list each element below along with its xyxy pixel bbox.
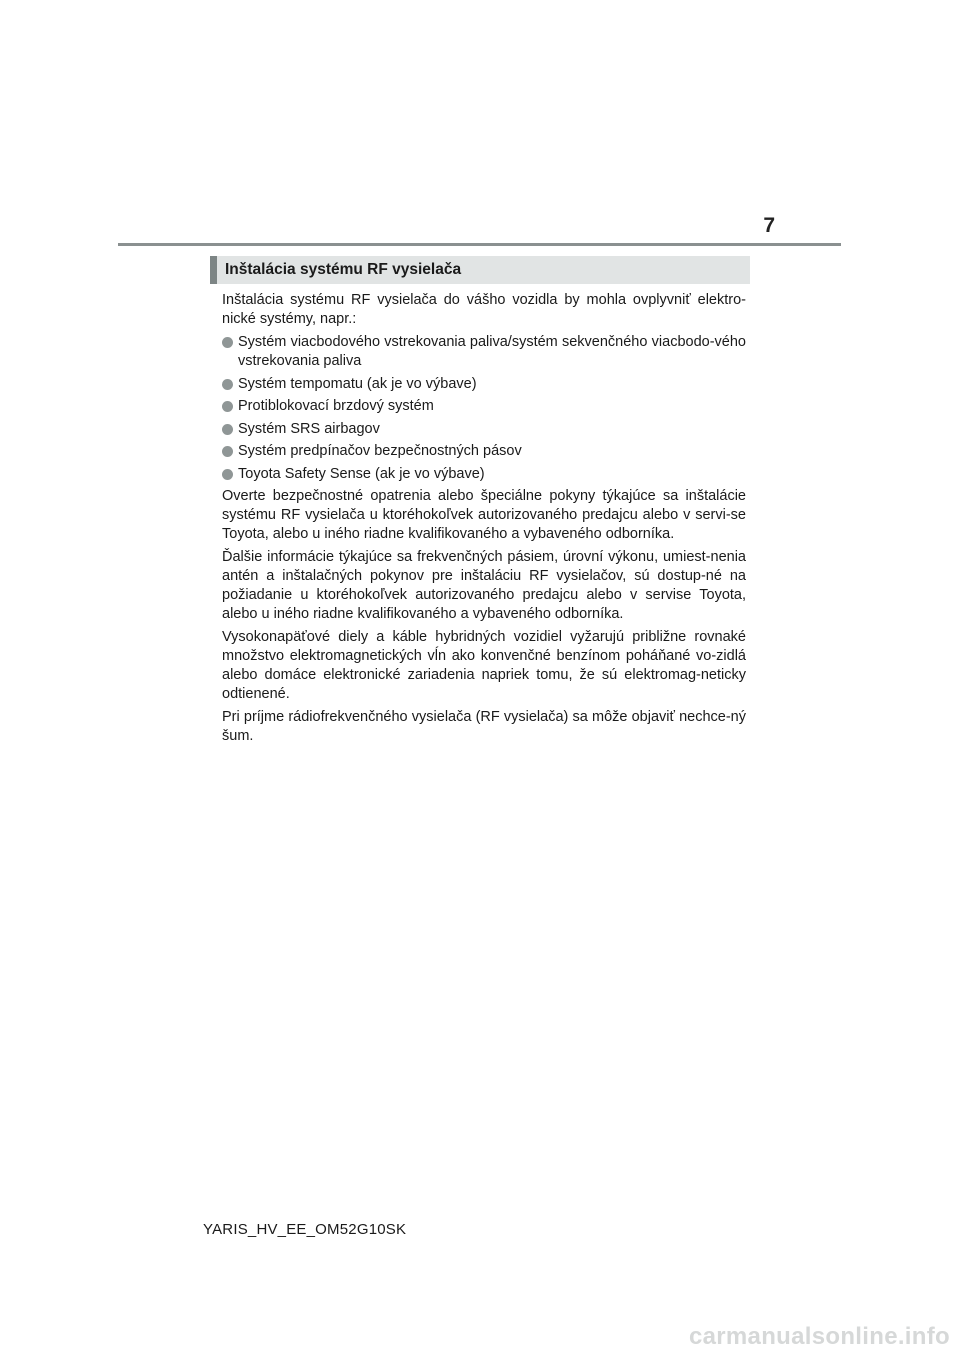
bullet-dot-icon (222, 337, 233, 348)
section-body (222, 291, 746, 750)
bullet-dot-icon (222, 401, 233, 412)
paragraph-noise: Pri príjme rádiofrekvenčného vysielača (RF vysielača) sa môže objaviť nechce-ný šum. (222, 709, 746, 744)
list-item (222, 333, 746, 371)
intro-paragraph: Inštalácia systému RF vysielača do vášho vozidla by mohla ovplyvniť elektro-nické systémy, napr.: (222, 292, 746, 327)
section-heading-text: Inštalácia systému RF vysielača (225, 261, 462, 278)
bullet-list (222, 333, 746, 484)
header-divider (118, 243, 841, 246)
document-code: YARIS_HV_EE_OM52G10SK (203, 1221, 407, 1238)
section-heading (210, 256, 750, 284)
list-item-text: Protiblokovací brzdový systém (238, 398, 434, 414)
paragraph-installation-advice: Overte bezpečnostné opatrenia alebo špeciálne pokyny týkajúce sa inštalácie systému RF vysielača u ktoréhokoľvek autorizovaného predajcu alebo v servi-se Toyota, alebo u iného riadne kvalifikovaného a vybaveného odborníka. (222, 488, 746, 542)
paragraph-frequency-info: Ďalšie informácie týkajúce sa frekvenčných pásiem, úrovní výkonu, umiest-nenia antén a inštalačných pokynov pre inštaláciu RF vysielačov, sú dostup-né na požiadanie u ktoréhokoľvek autorizovaného predajcu alebo v servise Toyota, alebo u iného riadne kvalifikovaného a vybaveného odborníka. (222, 549, 746, 622)
list-item-text: Systém predpínačov bezpečnostných pásov (238, 443, 522, 459)
list-item-text: Toyota Safety Sense (ak je vo výbave) (238, 465, 485, 482)
list-item (222, 420, 746, 439)
watermark: carmanualsonline.info (688, 1323, 950, 1350)
list-item (222, 397, 746, 416)
bullet-dot-icon (222, 446, 233, 457)
bullet-dot-icon (222, 424, 233, 435)
list-item-text: Systém tempomatu (ak je vo výbave) (238, 375, 477, 392)
page-number: 7 (763, 214, 775, 237)
list-item (222, 442, 746, 461)
list-item (222, 375, 746, 394)
list-item-text: Systém viacbodového vstrekovania paliva/systém sekvenčného viacbodo-vého vstrekovania paliva (238, 334, 746, 369)
list-item-text: Systém SRS airbagov (238, 420, 380, 437)
bullet-dot-icon (222, 469, 233, 480)
paragraph-high-voltage: Vysokonapäťové diely a káble hybridných vozidiel vyžarujú približne rovnaké množstvo elektromagnetických vĺn ako konvenčné benzínom poháňané vo-zidlá alebo domáce elektronické zariadenia napriek tomu, že sú elektromag-neticky odtienené. (222, 629, 746, 702)
list-item (222, 465, 746, 484)
bullet-dot-icon (222, 379, 233, 390)
